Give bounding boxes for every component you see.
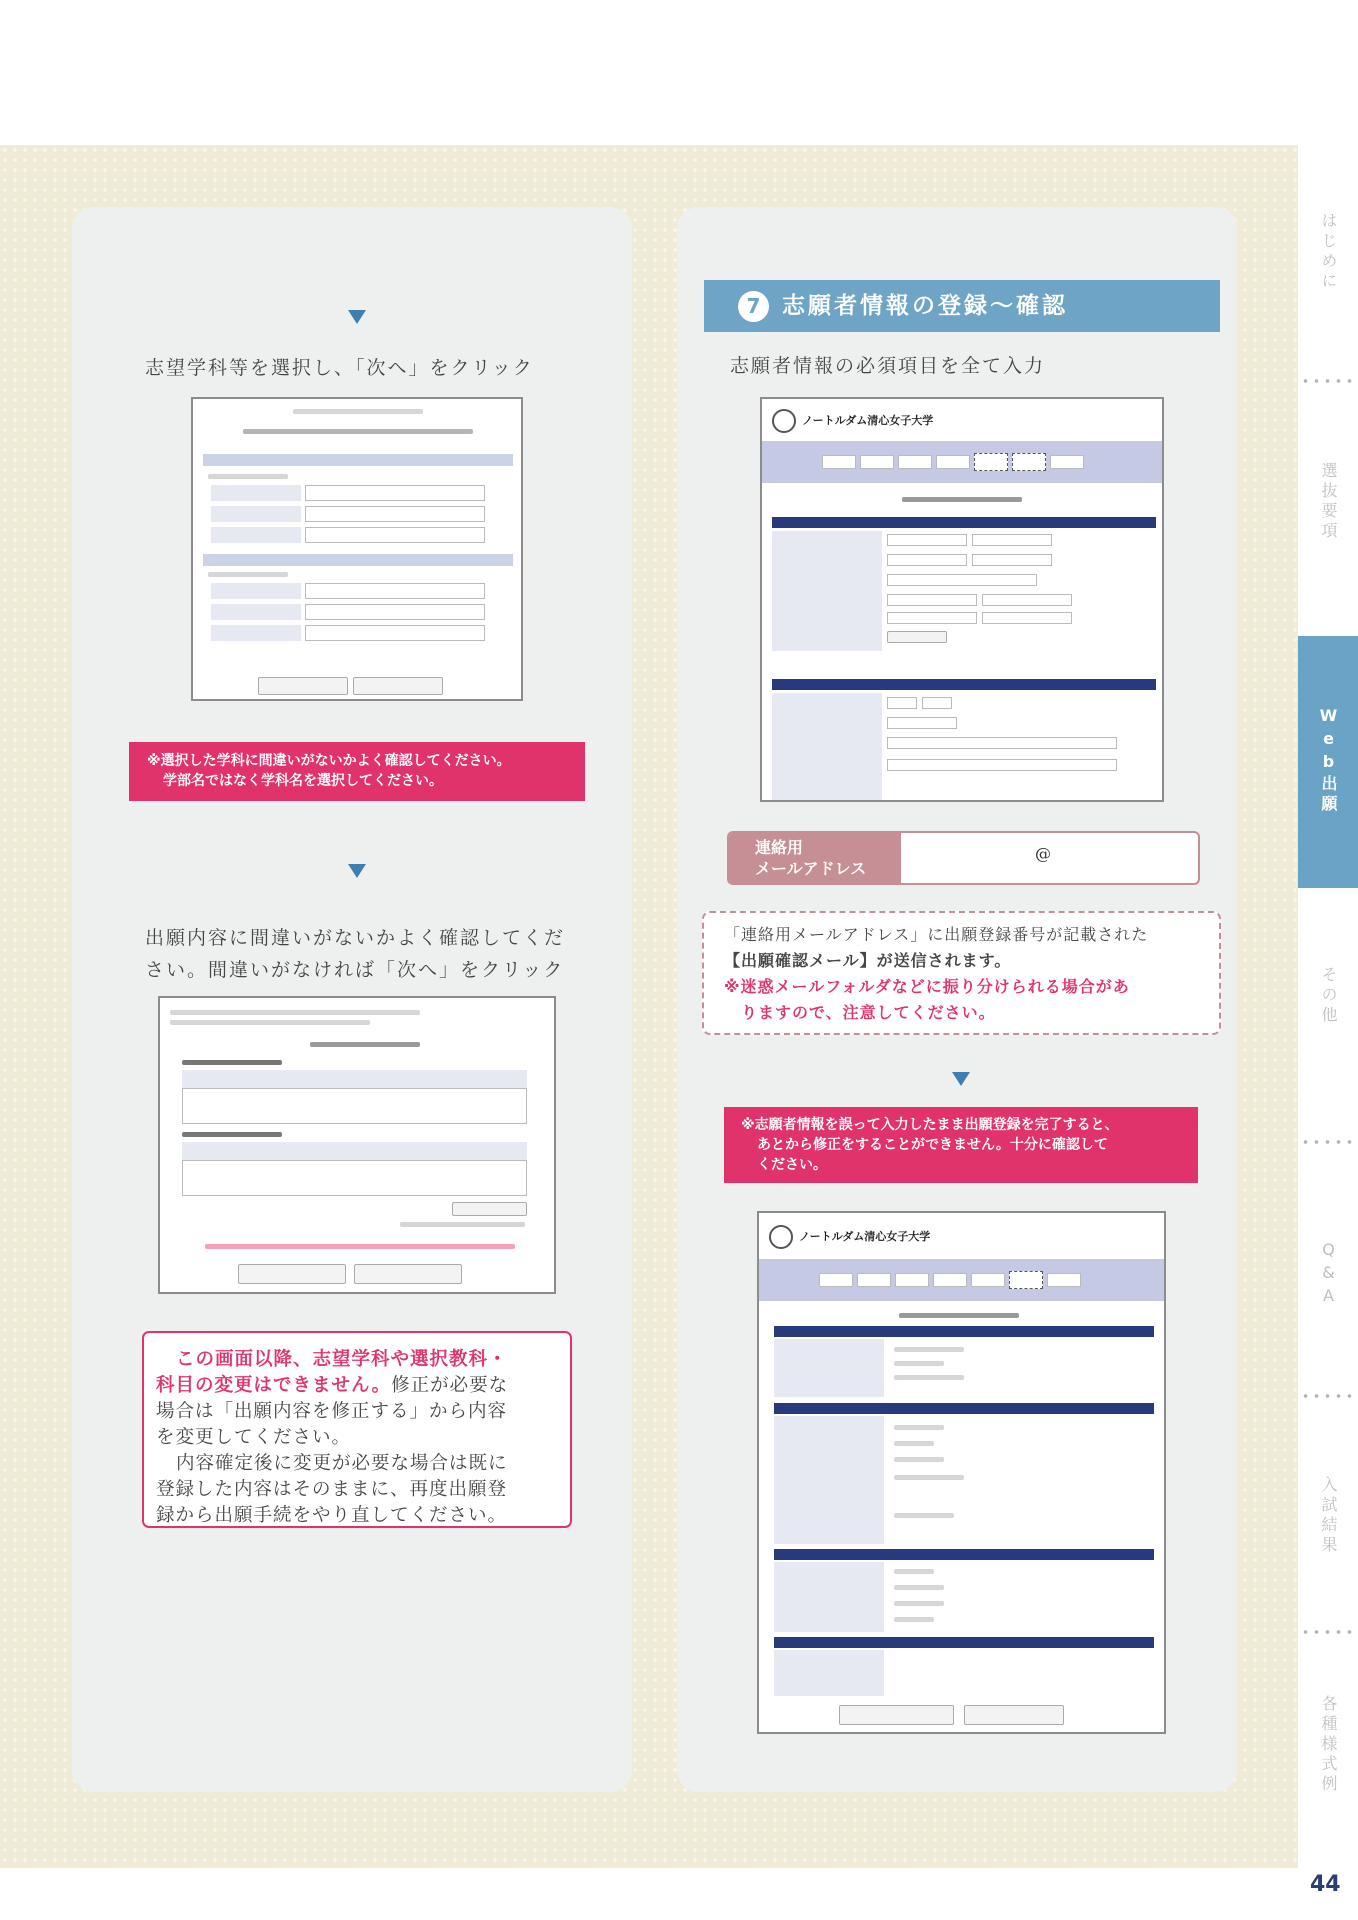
change-warning-box: この画面以降、志望学科や選択教科・ 科目の変更はできません。修正が必要な 場合は「出願内容を修正する」から内容 を変更してください。 内容確定後に変更が必要な場合は既に 登録した内容はそのままに、再度出願登 録から出願手続をやり直してください。 xyxy=(142,1331,572,1528)
university-name: ノートルダム清心女子大学 xyxy=(799,1230,931,1243)
sidebar-item-web-application[interactable]: Web出願 xyxy=(1298,636,1358,888)
sidebar-divider xyxy=(1300,1630,1356,1634)
subject-selection-note: ※選択した学科に間違いがないかよく確認してください。 学部名ではなく学科名を選択してください。 xyxy=(129,742,585,801)
sidebar-item-results[interactable]: 入試結果 xyxy=(1319,1476,1338,1556)
step-arrow-icon xyxy=(952,1072,970,1086)
sidebar-divider xyxy=(1300,1394,1356,1398)
email-at-symbol: @ xyxy=(1035,844,1051,863)
sidebar-divider xyxy=(1300,1140,1356,1144)
sidebar-item-intro[interactable]: はじめに xyxy=(1319,212,1338,292)
step-instruction: 志願者情報の必須項目を全て入力 xyxy=(730,355,1046,377)
page-number: 44 xyxy=(1310,1872,1341,1897)
email-field xyxy=(727,831,1200,885)
applicant-info-caution: ※志願者情報を誤って入力したまま出願登録を完了すると、 あとから修正をすることができません。十分に確認して ください。 xyxy=(724,1107,1198,1183)
step2-instruction: 出願内容に間違いがないかよく確認してくだ さい。間違いがなければ「次へ」をクリック xyxy=(145,927,566,981)
applicant-info-input-screenshot xyxy=(760,397,1164,802)
email-notice-box: 「連絡用メールアドレス」に出願登録番号が記載された 【出願確認メール】が送信されます。 ※迷惑メールフォルダなどに振り分けられる場合があ りますので、注意してください。 xyxy=(702,911,1221,1035)
applicant-info-confirmation-screenshot xyxy=(757,1211,1166,1734)
subject-selection-screenshot xyxy=(191,397,523,701)
sidebar-divider xyxy=(1300,379,1356,383)
section-number-badge: 7 xyxy=(738,291,769,322)
step-arrow-icon xyxy=(348,310,366,324)
step-arrow-icon xyxy=(348,864,366,878)
sidebar-item-other[interactable]: その他 xyxy=(1319,966,1338,1026)
step1-instruction: 志望学科等を選択し、「次へ」をクリック xyxy=(145,357,534,379)
sidebar-item-qa[interactable]: Q&A xyxy=(1319,1240,1338,1309)
email-field-label: 連絡用 メールアドレス xyxy=(729,833,901,883)
sidebar-item-selection-guide[interactable]: 選抜要項 xyxy=(1319,462,1338,542)
section-title: 志願者情報の登録～確認 xyxy=(704,280,1220,332)
university-logo-icon xyxy=(772,409,796,433)
sidebar-item-form-samples[interactable]: 各種様式例 xyxy=(1319,1695,1338,1795)
university-name: ノートルダム清心女子大学 xyxy=(802,414,934,427)
university-logo-icon xyxy=(769,1225,793,1249)
application-review-screenshot xyxy=(158,996,556,1294)
